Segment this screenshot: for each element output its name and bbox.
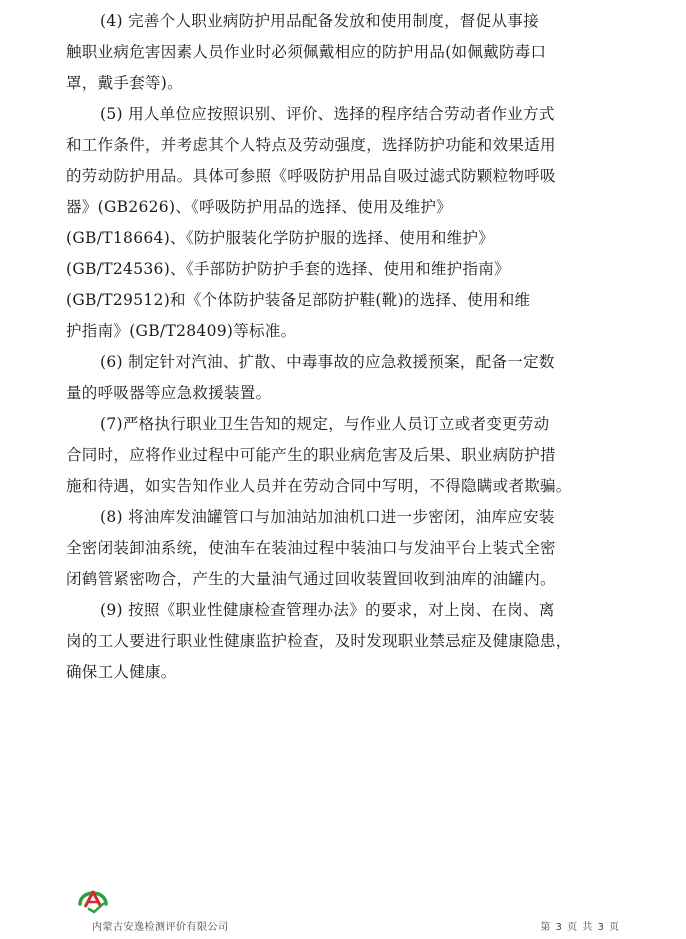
paragraph-line: (9) 按照《职业性健康检查管理办法》的要求，对上岗、在岗、离 <box>100 601 555 619</box>
paragraph-line: 确保工人健康。 <box>66 663 177 681</box>
paragraph-line: 护指南》(GB/T28409)等标准。 <box>66 322 297 340</box>
paragraph-line: (GB/T29512)和《个体防护装备足部防护鞋(靴)的选择、使用和维 <box>66 291 531 309</box>
paragraph-line: 触职业病危害因素人员作业时必须佩戴相应的防护用品(如佩戴防毒口 <box>66 43 547 61</box>
paragraph-line: (7)严格执行职业卫生告知的规定，与作业人员订立或者变更劳动 <box>100 415 550 433</box>
paragraph-line: (6) 制定针对汽油、扩散、中毒事故的应急救援预案，配备一定数 <box>100 353 555 371</box>
company-logo-icon <box>76 884 110 914</box>
paragraph-line: 闭鹤管紧密吻合，产生的大量油气通过回收装置回收到油库的油罐内。 <box>66 570 556 588</box>
paragraph-line: (5) 用人单位应按照识别、评价、选择的程序结合劳动者作业方式 <box>100 105 555 123</box>
paragraph-line: 量的呼吸器等应急救援装置。 <box>66 384 272 402</box>
paragraph-line: 器》(GB2626)、《呼吸防护用品的选择、使用及维护》 <box>66 198 452 216</box>
page-number: 第 3 页 共 3 页 <box>540 922 620 933</box>
page-footer <box>66 884 620 934</box>
document-body <box>66 6 626 688</box>
paragraph-line: (GB/T24536)、《手部防护防护手套的选择、使用和维护指南》 <box>66 260 510 278</box>
paragraph-line: 和工作条件，并考虑其个人特点及劳动强度，选择防护功能和效果适用 <box>66 136 556 154</box>
paragraph-8 <box>66 502 626 595</box>
paragraph-line: 岗的工人要进行职业性健康监护检查，及时发现职业禁忌症及健康隐患， <box>66 632 572 650</box>
paragraph-line: (8) 将油库发油罐管口与加油站加油机口进一步密闭，油库应安装 <box>100 508 555 526</box>
paragraph-9 <box>66 595 626 688</box>
paragraph-4 <box>66 6 626 99</box>
paragraph-line: 施和待遇，如实告知作业人员并在劳动合同中写明，不得隐瞒或者欺骗。 <box>66 477 572 495</box>
company-name: 内蒙古安逸检测评价有限公司 <box>92 922 229 933</box>
paragraph-line: 全密闭装卸油系统，使油车在装油过程中装油口与发油平台上装式全密 <box>66 539 556 557</box>
paragraph-line: 罩，戴手套等)。 <box>66 74 183 92</box>
paragraph-line: (4) 完善个人职业病防护用品配备发放和使用制度，督促从事接 <box>100 12 539 30</box>
paragraph-line: 合同时，应将作业过程中可能产生的职业病危害及后果、职业病防护措 <box>66 446 556 464</box>
paragraph-line: (GB/T18664)、《防护服装化学防护服的选择、使用和维护》 <box>66 229 495 247</box>
paragraph-7 <box>66 409 626 502</box>
paragraph-5 <box>66 99 626 347</box>
paragraph-line: 的劳动防护用品。具体可参照《呼吸防护用品自吸过滤式防颗粒物呼吸 <box>66 167 556 185</box>
paragraph-6 <box>66 347 626 409</box>
